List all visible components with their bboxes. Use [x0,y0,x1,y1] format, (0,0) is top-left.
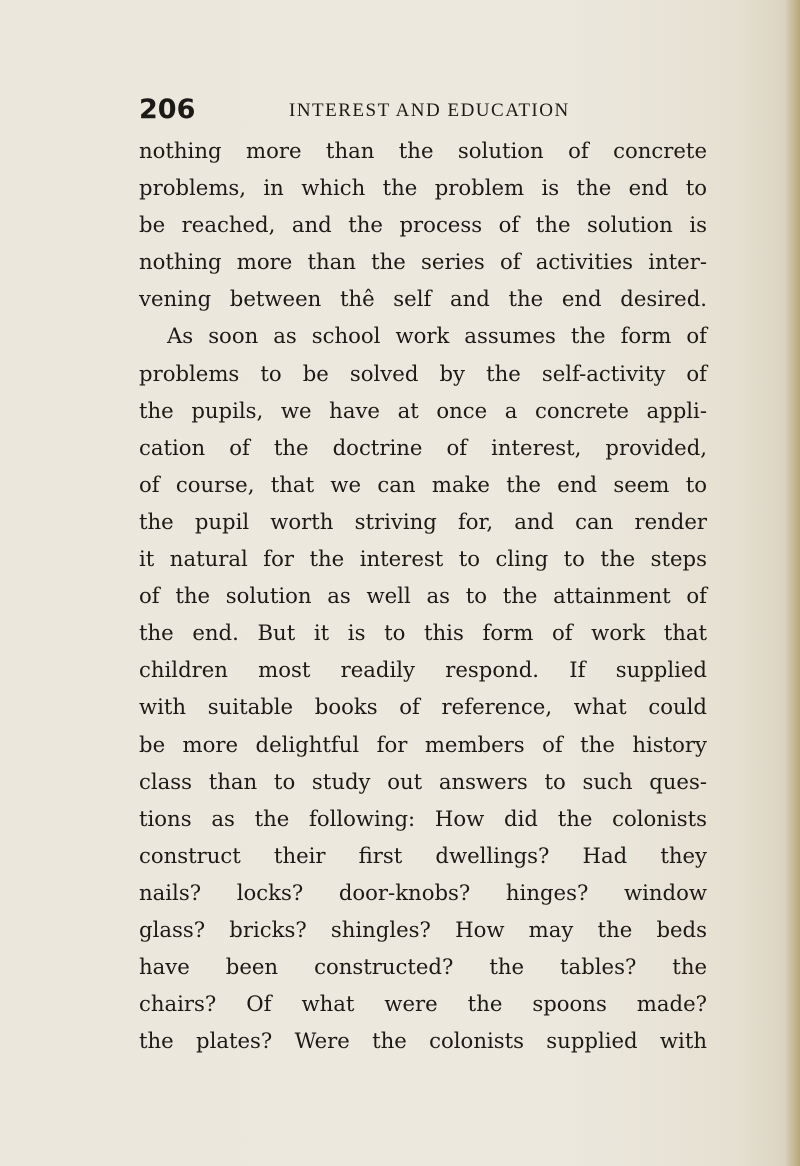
text-line: chairs? Of what were the spoons made? [139,991,707,1017]
text-line: the plates? Were the colonists supplied with [139,1028,707,1054]
text-line: nothing more than the series of activities inter- [139,249,707,275]
text-line: glass? bricks? shingles? How may the beds [139,916,707,942]
running-head: INTEREST AND EDUCATION [289,100,570,121]
text-line: be more delightful for members of the history [139,731,707,757]
text-line: vening between thê self and the end desired. [139,286,707,312]
text-line: the end. But it is to this form of work that [139,620,707,646]
page-header [139,92,739,128]
text-line: be reached, and the process of the solution is [139,212,707,238]
text-line: problems, in which the problem is the end to [139,175,707,201]
text-line: nothing more than the solution of concrete [139,138,707,163]
text-line: As soon as school work assumes the form of [167,323,707,349]
text-line: construct their first dwellings? Had they [139,842,707,868]
text-line: the pupils, we have at once a concrete appli- [139,397,707,423]
page-number: 206 [139,94,196,125]
text-line: children most readily respond. If supplied [139,657,707,683]
text-line: of the solution as well as to the attainment of [139,583,707,609]
text-line: have been constructed? the tables? the [139,954,707,980]
text-line: nails? locks? door-knobs? hinges? window [139,879,707,905]
text-line: class than to study out answers to such ques- [139,768,707,794]
text-line: the pupil worth striving for, and can render [139,508,707,534]
text-line: tions as the following: How did the colonists [139,805,707,831]
text-line: with suitable books of reference, what could [139,694,707,720]
text-line: it natural for the interest to cling to the steps [139,546,707,572]
text-line: cation of the doctrine of interest, provided, [139,434,707,460]
text-line: of course, that we can make the end seem to [139,471,707,497]
body-text [139,132,707,1059]
text-line: problems to be solved by the self-activity of [139,360,707,386]
page-edge-shadow [784,0,800,1166]
